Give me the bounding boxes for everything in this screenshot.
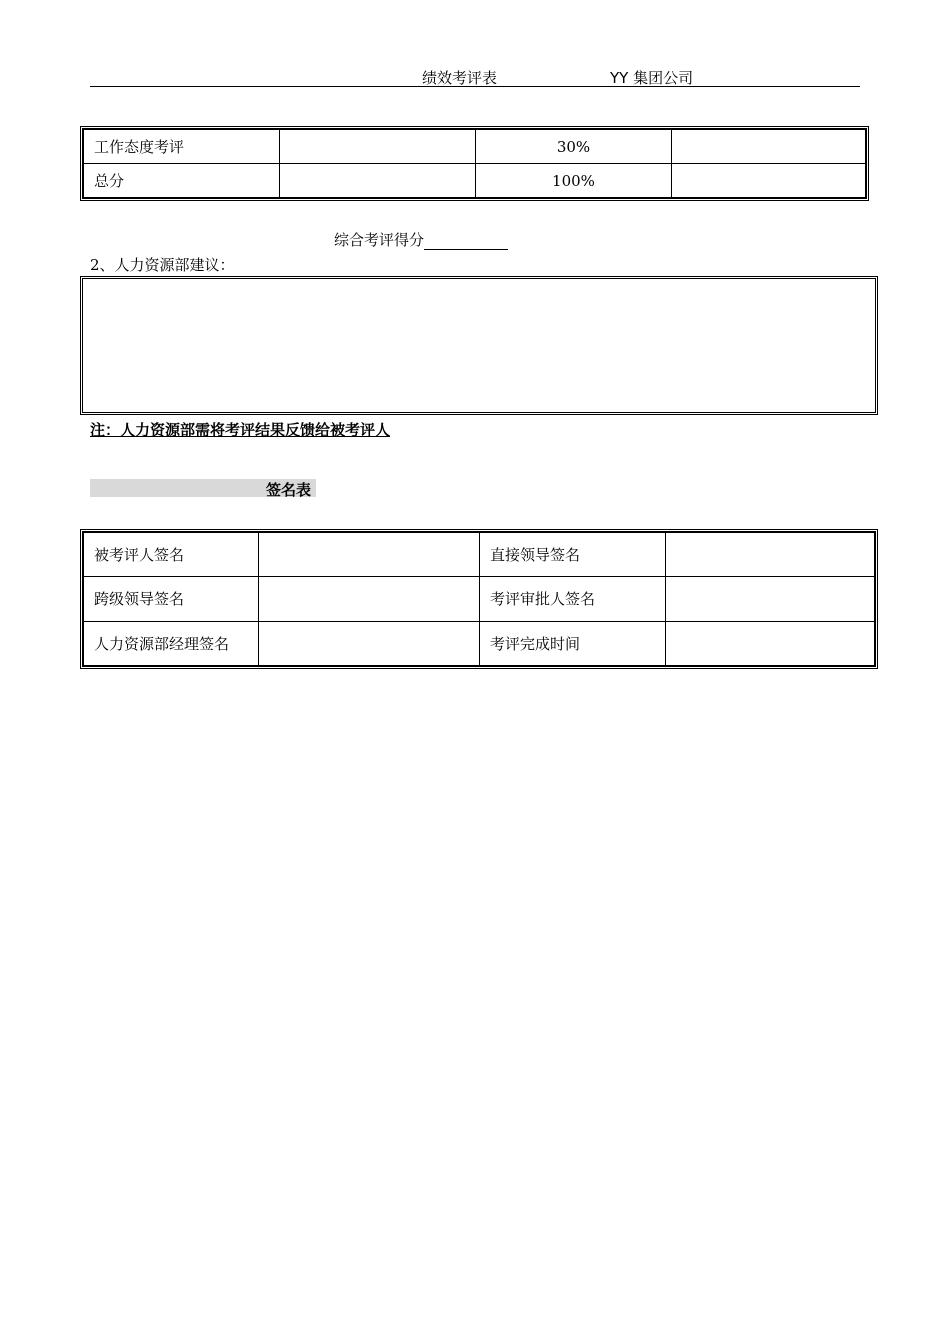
signature-field[interactable] [259,621,480,665]
table-row [84,164,866,198]
form-title: 绩效考评表 [422,69,498,87]
signature-label: 跨级领导签名 [84,577,259,621]
overall-score-field[interactable] [424,233,508,250]
signature-label: 直接领导签名 [480,533,666,577]
overall-score [334,229,508,250]
company-name: YY 集团公司 [610,69,694,87]
table-row [84,621,875,665]
score-cell[interactable] [672,164,866,198]
table-row [84,130,866,164]
signature-field[interactable] [666,621,875,665]
score-table [80,126,869,201]
score-cell[interactable] [280,130,476,164]
signature-label: 人力资源部经理签名 [84,621,259,665]
table-row [84,577,875,621]
score-weight: 30% [476,130,672,164]
signature-field[interactable] [666,577,875,621]
score-cell[interactable] [672,130,866,164]
signature-field[interactable] [259,577,480,621]
signature-field[interactable] [259,533,480,577]
signature-table [80,529,878,669]
score-item-label: 工作态度考评 [84,130,280,164]
header-divider [90,86,860,87]
signature-label: 考评完成时间 [480,621,666,665]
table-row [84,533,875,577]
hr-suggestion-box[interactable] [80,276,878,415]
signature-title: 签名表 [266,481,312,499]
score-item-label: 总分 [84,164,280,198]
feedback-note: 注：人力资源部需将考评结果反馈给被考评人 [90,421,391,439]
signature-field[interactable] [666,533,875,577]
overall-score-label: 综合考评得分 [334,231,425,249]
signature-label: 考评审批人签名 [480,577,666,621]
score-cell[interactable] [280,164,476,198]
score-weight: 100% [476,164,672,198]
signature-label: 被考评人签名 [84,533,259,577]
hr-suggestion-label: 2、人力资源部建议： [90,256,235,274]
